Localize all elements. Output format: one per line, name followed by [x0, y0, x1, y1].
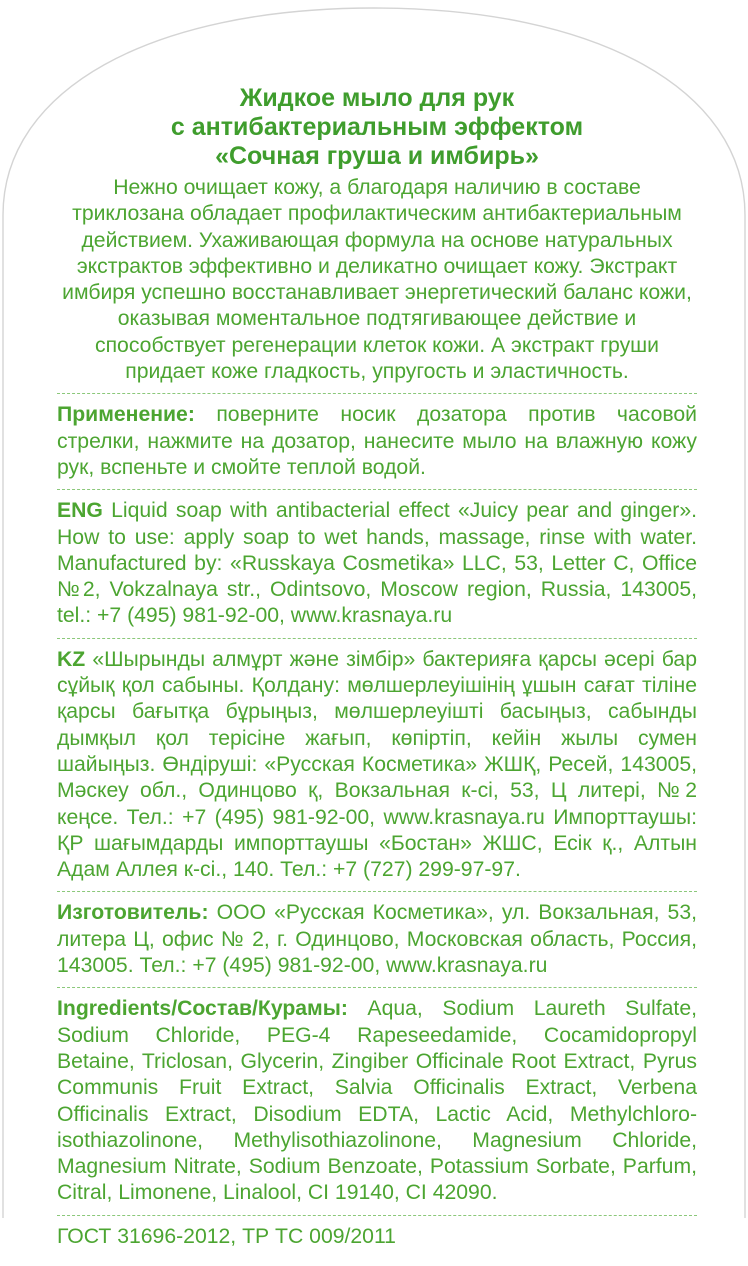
product-description: Нежно очищает кожу, а благодаря наличию в составе триклозана обладает профилактическим антибактериальным действием. Ухаживающая формула на основе натуральных экстрактов эффективно и деликатно очищает кожу. Экстракт имбиря успешно восстанавливает энергетический баланс кожи, оказывая моментальное подтягивающее действие и способствует регенерации клеток кожи. А экстракт груши придает коже гладкость, упругость и эластичность. [57, 175, 697, 394]
product-title-line-2: с антибактериальным эффектом [170, 113, 584, 141]
standards-line: ГОСТ 31696-2012, ТР ТС 009/2011 [57, 1224, 396, 1248]
label-content [57, 84, 697, 1266]
product-title-line-3: «Сочная груша и имбирь» [215, 142, 539, 170]
ingredients-text: Aqua, Sodium Laureth Sulfate, Sodium Chloride, PEG-4 Rapeseedamide, Cocamidopropyl Betaine, Triclosan, Glycerin, Zingiber Officinale Root Extract, Pyrus Communis Fruit Extract, Salvia Officinalis Extract, Verbena Officinalis Extract, Disodium EDTA, Lactic Acid, Methylchloroisothiazolinone, Methylisothiazolinone, Magnesium Chloride, Magnesium Nitrate, Sodium Benzoate, Potassium Sorbate, Parfum, Citral, Limonene, Linalool, CI 19140, CI 42090. [57, 997, 697, 1205]
english-text: Liquid soap with antibacterial effect «Juicy pear and ginger». How to use: apply soap to wet hands, massage, rinse with water. Manufactured by: «Russkaya Cosmetika» LLC, 53, Letter C, Office №2, Vokzalnaya str., Odintsovo, Moscow region, Russia, 143005, tel.: +7 (495) 981-92-00, www.krasnaya.ru [57, 499, 697, 628]
kazakh-section [57, 647, 697, 893]
manufacturer-label: Изготовитель: [57, 901, 209, 925]
kazakh-text: «Шырынды алмұрт және зімбір» бактерияға қарсы әсері бар сұйық қол сабыны. Қолдану: мөлшерлеуішінің ұшын сағат тіліне қарсы бағытқа бұрыңыз, мөлшерлеуішті басыңыз, сабынды дымқыл қол терісіне жағып, көпіртіп, кейін жылы сумен шайыңыз. Өндіруші: «Русская Косметика» ЖШҚ, Ресей, 143005, Мәскеу обл., Одинцово қ, Вокзальная к-сі, 53, Ц литері, №2 кеңсе. Тел.: +7 (495) 981-92-00, www.krasnaya.ru Импорттаушы: ҚР шағымдарды импорттаушы «Бостан» ЖШС, Есік қ., Алтын Адам Аллея к-сі., 140. Тел.: +7 (727) 299-97-97. [57, 647, 697, 882]
ingredients-section [57, 996, 697, 1215]
manufacturer-text: ООО «Русская Косметика», ул. Вокзальная, 53, литера Ц, офис № 2, г. Одинцово, Московская область, Россия, 143005. Тел.: +7 (495) 981-92-00, www.krasnaya.ru [57, 901, 697, 978]
product-title-line-1: Жидкое мыло для рук [239, 84, 515, 112]
usage-label: Применение: [57, 403, 195, 427]
english-section [57, 498, 697, 638]
ingredients-label: Ingredients/Состав/Курамы: [57, 997, 348, 1021]
manufacturer-section [57, 900, 697, 988]
kazakh-label: KZ [57, 647, 86, 671]
usage-text: поверните носик дозатора против часовой стрелки, нажмите на дозатор, нанесите мыло на влажную кожу рук, вспеньте и смойте теплой водой. [57, 403, 697, 479]
product-title [57, 84, 697, 171]
usage-section [57, 402, 697, 490]
english-label: ENG [57, 499, 103, 523]
